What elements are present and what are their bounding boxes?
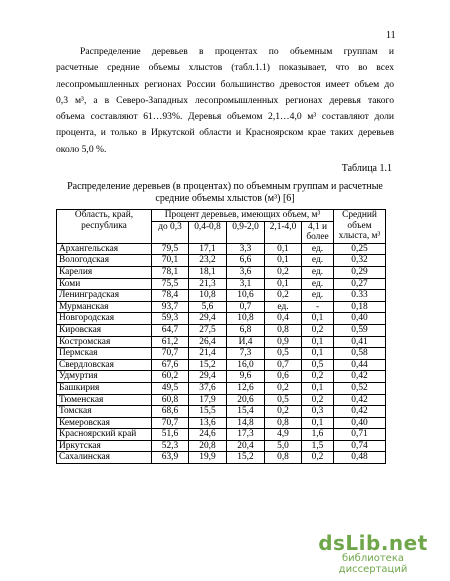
value-cell: 0,48 xyxy=(334,452,386,464)
value-cell: 3,1 xyxy=(227,278,265,290)
value-cell: 0,40 xyxy=(334,313,386,325)
value-cell: 60,8 xyxy=(152,394,189,406)
value-cell: 0,5 xyxy=(265,394,302,406)
value-cell: 0,8 xyxy=(265,324,302,336)
value-cell: 0,44 xyxy=(334,359,386,371)
value-cell: 0,8 xyxy=(265,417,302,429)
value-cell: 0,2 xyxy=(302,452,334,464)
region-cell: Ленинградская xyxy=(57,290,152,302)
paragraph-line: 0,3 м³, а в Северо-Западных лесопромышленных регионах деревья такого xyxy=(56,94,394,106)
value-cell: 70,1 xyxy=(152,255,189,267)
table-caption xyxy=(56,181,394,205)
region-cell: Кировская xyxy=(57,324,152,336)
value-cell: 70,7 xyxy=(152,348,189,360)
region-cell: Красноярский край xyxy=(57,429,152,441)
value-cell: 4,9 xyxy=(265,429,302,441)
value-cell: 15,5 xyxy=(189,406,227,418)
region-cell: Новгородская xyxy=(57,313,152,325)
value-cell: 0,7 xyxy=(227,301,265,313)
paragraph-line: около 5,0 %. xyxy=(56,143,107,155)
value-cell: 52,3 xyxy=(152,440,189,452)
table-row xyxy=(57,336,386,348)
value-cell: 6,6 xyxy=(227,255,265,267)
header-avg-volume: Средний объем хлыста, м³ xyxy=(334,210,386,244)
value-cell: 17,1 xyxy=(189,243,227,255)
value-cell: 67,6 xyxy=(152,359,189,371)
region-cell: Кемеровская xyxy=(57,417,152,429)
value-cell: 63,9 xyxy=(152,452,189,464)
value-cell: 49,5 xyxy=(152,382,189,394)
table-label: Таблица 1.1 xyxy=(341,163,392,174)
value-cell: 16,0 xyxy=(227,359,265,371)
value-cell: 13,6 xyxy=(189,417,227,429)
value-cell: ед. xyxy=(302,243,334,255)
value-cell: 0,1 xyxy=(265,255,302,267)
value-cell: 0,2 xyxy=(302,394,334,406)
table-row xyxy=(57,371,386,383)
value-cell: 24,6 xyxy=(189,429,227,441)
value-cell: 78,1 xyxy=(152,266,189,278)
value-cell: 37,6 xyxy=(189,382,227,394)
value-cell: 0.33 xyxy=(334,290,386,302)
region-cell: Башкирия xyxy=(57,382,152,394)
value-cell: ед. xyxy=(265,301,302,313)
table-row xyxy=(57,290,386,302)
value-cell: 17,9 xyxy=(189,394,227,406)
region-cell: Тюменская xyxy=(57,394,152,406)
value-cell: 0,4 xyxy=(265,313,302,325)
region-cell: Коми xyxy=(57,278,152,290)
value-cell: ед. xyxy=(302,266,334,278)
value-cell: 59,3 xyxy=(152,313,189,325)
value-cell: 15,2 xyxy=(189,359,227,371)
table-row xyxy=(57,406,386,418)
value-cell: 23,2 xyxy=(189,255,227,267)
value-cell: 7,3 xyxy=(227,348,265,360)
value-cell: 10,8 xyxy=(227,313,265,325)
value-cell: 15,4 xyxy=(227,406,265,418)
value-cell: 0,1 xyxy=(302,336,334,348)
table-row xyxy=(57,243,386,255)
table-row xyxy=(57,313,386,325)
value-cell: 26,4 xyxy=(189,336,227,348)
table-body xyxy=(57,243,386,463)
value-cell: 20,6 xyxy=(227,394,265,406)
value-cell: 29,4 xyxy=(189,313,227,325)
caption-line: Распределение деревьев (в процентах) по объемным группам и расчетные xyxy=(67,181,383,192)
paragraph-line: процента, и только в Иркутской области и Красноярском крае таких деревьев xyxy=(56,127,394,139)
value-cell: 0,40 xyxy=(334,417,386,429)
value-cell: 0,2 xyxy=(265,382,302,394)
value-cell: 0,1 xyxy=(302,348,334,360)
value-cell: 12,6 xyxy=(227,382,265,394)
value-cell: 0,74 xyxy=(334,440,386,452)
value-cell: 1,5 xyxy=(302,440,334,452)
value-cell: 0,2 xyxy=(265,290,302,302)
value-cell: 0,2 xyxy=(265,266,302,278)
value-cell: 64,7 xyxy=(152,324,189,336)
watermark xyxy=(310,531,436,575)
body-paragraph xyxy=(56,44,394,158)
value-cell: 5,6 xyxy=(189,301,227,313)
value-cell: 0,1 xyxy=(265,243,302,255)
table-header-row xyxy=(57,210,386,222)
region-cell: Иркутская xyxy=(57,440,152,452)
value-cell: 0,9 xyxy=(265,336,302,348)
value-cell: 15,2 xyxy=(227,452,265,464)
value-cell: 0,2 xyxy=(265,406,302,418)
region-cell: Удмуртия xyxy=(57,371,152,383)
value-cell: ед. xyxy=(302,290,334,302)
value-cell: 27,5 xyxy=(189,324,227,336)
value-cell: 18,1 xyxy=(189,266,227,278)
value-cell: 0,8 xyxy=(265,452,302,464)
paragraph-line: расчетные средние объемы хлыстов (табл.1.1) показывает, что во всех xyxy=(56,62,394,74)
value-cell: 14,8 xyxy=(227,417,265,429)
value-cell: 70,7 xyxy=(152,417,189,429)
data-table xyxy=(56,209,386,464)
value-cell: 0,1 xyxy=(302,313,334,325)
region-cell: Костромская xyxy=(57,336,152,348)
value-cell: 3,3 xyxy=(227,243,265,255)
value-cell: - xyxy=(302,301,334,313)
table-row xyxy=(57,452,386,464)
value-cell: 78,4 xyxy=(152,290,189,302)
table-row xyxy=(57,324,386,336)
value-cell: 93,7 xyxy=(152,301,189,313)
value-cell: 0,2 xyxy=(302,324,334,336)
header-group: 4,1 и более xyxy=(302,221,334,243)
value-cell: 0,42 xyxy=(334,394,386,406)
value-cell: 0,71 xyxy=(334,429,386,441)
value-cell: 0,2 xyxy=(302,371,334,383)
paragraph-line: Распределение деревьев в процентах по объемным группам и xyxy=(80,46,394,57)
table-row xyxy=(57,348,386,360)
value-cell: 0,32 xyxy=(334,255,386,267)
value-cell: 21,3 xyxy=(189,278,227,290)
region-cell: Пермская xyxy=(57,348,152,360)
region-cell: Сахалинская xyxy=(57,452,152,464)
value-cell: 0,27 xyxy=(334,278,386,290)
value-cell: 75,5 xyxy=(152,278,189,290)
header-group: 0,9-2,0 xyxy=(227,221,265,243)
value-cell: 10,6 xyxy=(227,290,265,302)
value-cell: 0,41 xyxy=(334,336,386,348)
table-row xyxy=(57,301,386,313)
value-cell: 21,4 xyxy=(189,348,227,360)
value-cell: 0,58 xyxy=(334,348,386,360)
value-cell: 0,42 xyxy=(334,371,386,383)
value-cell: 79,5 xyxy=(152,243,189,255)
value-cell: 5,0 xyxy=(265,440,302,452)
region-cell: Карелия xyxy=(57,266,152,278)
value-cell: 0,5 xyxy=(302,359,334,371)
value-cell: 19,9 xyxy=(189,452,227,464)
table-row xyxy=(57,255,386,267)
value-cell: 51,6 xyxy=(152,429,189,441)
watermark-subtitle: библиотека диссертаций xyxy=(338,553,408,575)
region-cell: Томская xyxy=(57,406,152,418)
value-cell: ед. xyxy=(302,255,334,267)
region-cell: Архангельская xyxy=(57,243,152,255)
value-cell: 0,18 xyxy=(334,301,386,313)
value-cell: 0,1 xyxy=(302,417,334,429)
table-row xyxy=(57,278,386,290)
value-cell: 3,6 xyxy=(227,266,265,278)
paragraph-line: лесопромышленных регионах России большинство древостоя имеет объем до xyxy=(56,78,394,90)
header-region: Область, край, республика xyxy=(57,210,152,244)
value-cell: 60,2 xyxy=(152,371,189,383)
value-cell: 0,7 xyxy=(265,359,302,371)
caption-line: средние объемы хлыстов (м³) [6] xyxy=(155,193,295,204)
value-cell: 0,3 xyxy=(302,406,334,418)
watermark-logo: dsLib.net xyxy=(318,531,428,555)
value-cell: 0,52 xyxy=(334,382,386,394)
header-group: 2,1-4,0 xyxy=(265,221,302,243)
value-cell: 20,8 xyxy=(189,440,227,452)
value-cell: 0,1 xyxy=(302,382,334,394)
value-cell: 68,6 xyxy=(152,406,189,418)
page-number: 11 xyxy=(386,30,396,41)
table-row xyxy=(57,440,386,452)
value-cell: 0,59 xyxy=(334,324,386,336)
table-row xyxy=(57,394,386,406)
table-row xyxy=(57,382,386,394)
table-row xyxy=(57,359,386,371)
value-cell: 0,25 xyxy=(334,243,386,255)
value-cell: 0,6 xyxy=(265,371,302,383)
value-cell: И,4 xyxy=(227,336,265,348)
value-cell: 0,1 xyxy=(265,278,302,290)
value-cell: 1,6 xyxy=(302,429,334,441)
value-cell: 0,5 xyxy=(265,348,302,360)
value-cell: 0,42 xyxy=(334,406,386,418)
region-cell: Вологодская xyxy=(57,255,152,267)
table-row xyxy=(57,266,386,278)
table-row xyxy=(57,429,386,441)
value-cell: 0,29 xyxy=(334,266,386,278)
value-cell: 29,4 xyxy=(189,371,227,383)
header-group: 0,4-0,8 xyxy=(189,221,227,243)
value-cell: 9,6 xyxy=(227,371,265,383)
value-cell: 17,3 xyxy=(227,429,265,441)
value-cell: 61,2 xyxy=(152,336,189,348)
header-percent-group: Процент деревьев, имеющих объем, м³ xyxy=(152,210,334,222)
table-row xyxy=(57,417,386,429)
header-group: до 0,3 xyxy=(152,221,189,243)
region-cell: Свердловская xyxy=(57,359,152,371)
region-cell: Мурманская xyxy=(57,301,152,313)
paragraph-line: объема составляют 61…93%. Деревья объемом 2,1…4,0 м³ составляют доли xyxy=(56,111,394,123)
value-cell: 20,4 xyxy=(227,440,265,452)
value-cell: ед. xyxy=(302,278,334,290)
value-cell: 10,8 xyxy=(189,290,227,302)
value-cell: 6,8 xyxy=(227,324,265,336)
